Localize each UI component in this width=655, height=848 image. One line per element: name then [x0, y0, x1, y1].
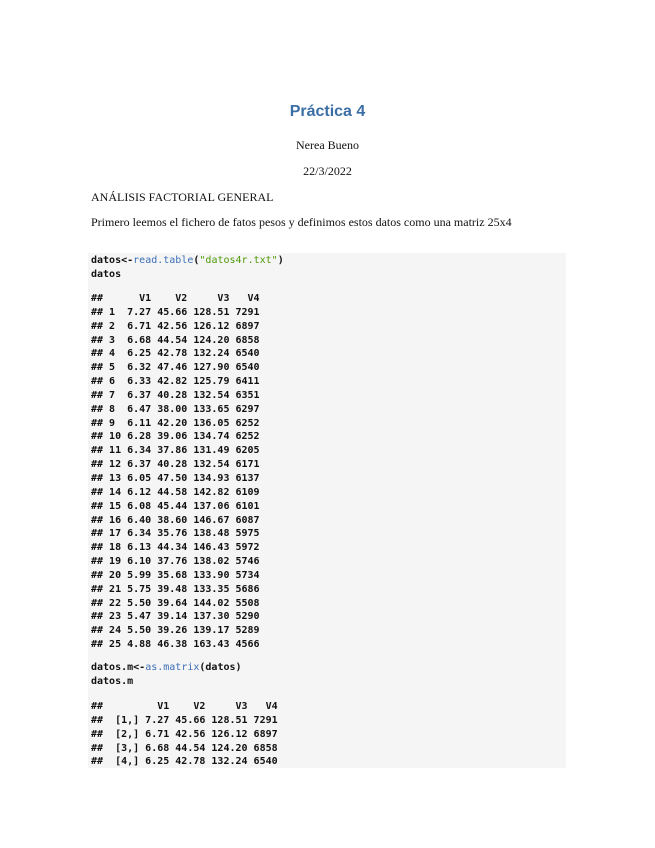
output-header: ## V1 V2 V3 V4	[91, 701, 278, 712]
output-row: ## 4 6.25 42.78 132.24 6540	[91, 348, 260, 360]
code-args: (datos)	[199, 662, 242, 673]
code-line-datos-m: datos.m	[91, 675, 134, 687]
output-row: ## 13 6.05 47.50 134.93 6137	[91, 472, 260, 484]
code-function: read.table	[133, 255, 194, 266]
code-assign: <-	[133, 662, 146, 673]
output-row: ## 19 6.10 37.76 138.02 5746	[91, 556, 260, 568]
output-row: ## 7 6.37 40.28 132.54 6351	[91, 389, 260, 401]
code-var: datos	[91, 255, 122, 266]
output-row: ## 14 6.12 44.58 142.82 6109	[91, 486, 260, 498]
output-row: ## 16 6.40 38.60 146.67 6087	[91, 514, 260, 526]
output-row: ## 1 7.27 45.66 128.51 7291	[91, 306, 260, 318]
output-block-datos-m	[91, 700, 278, 769]
output-row: ## [4,] 6.25 42.78 132.24 6540	[91, 756, 278, 768]
code-var: datos.m	[91, 662, 134, 673]
section-heading: ANÁLISIS FACTORIAL GENERAL	[91, 190, 274, 204]
output-row: ## 8 6.47 38.00 133.65 6297	[91, 403, 260, 415]
intro-paragraph: Primero leemos el fichero de fatos pesos y definimos estos datos como una matriz 25x4	[91, 215, 512, 229]
output-row: ## 3 6.68 44.54 124.20 6858	[91, 334, 260, 346]
output-row: ## 18 6.13 44.34 146.43 5972	[91, 542, 260, 554]
document-author: Nerea Bueno	[296, 138, 359, 152]
output-row: ## 9 6.11 42.20 136.05 6252	[91, 417, 260, 429]
output-row: ## 11 6.34 37.86 131.49 6205	[91, 445, 260, 457]
code-string-arg: "datos4r.txt"	[199, 255, 278, 266]
output-row: ## 24 5.50 39.26 139.17 5289	[91, 625, 260, 637]
output-row: ## 2 6.71 42.56 126.12 6897	[91, 320, 260, 332]
code-paren-close: )	[277, 255, 284, 266]
output-row: ## 10 6.28 39.06 134.74 6252	[91, 431, 260, 443]
output-row: ## 21 5.75 39.48 133.35 5686	[91, 583, 260, 595]
output-row: ## [1,] 7.27 45.66 128.51 7291	[91, 714, 278, 726]
document-title: Práctica 4	[289, 103, 366, 120]
output-row: ## 17 6.34 35.76 138.48 5975	[91, 528, 260, 540]
code-line-datos: datos	[91, 268, 122, 280]
output-row: ## 22 5.50 39.64 144.02 5508	[91, 597, 260, 609]
output-header: ## V1 V2 V3 V4	[91, 293, 260, 304]
output-row: ## 23 5.47 39.14 137.30 5290	[91, 611, 260, 623]
output-row: ## 25 4.88 46.38 163.43 4566	[91, 639, 260, 651]
code-paren-open: (	[193, 255, 200, 266]
output-row: ## [2,] 6.71 42.56 126.12 6897	[91, 728, 278, 740]
output-row: ## 15 6.08 45.44 137.06 6101	[91, 500, 260, 512]
code-assign: <-	[121, 255, 134, 266]
output-block-datos	[91, 292, 260, 652]
output-row: ## [3,] 6.68 44.54 124.20 6858	[91, 742, 278, 754]
code-chunk-as-matrix	[91, 661, 242, 689]
output-row: ## 12 6.37 40.28 132.54 6171	[91, 459, 260, 471]
document-date: 22/3/2022	[303, 164, 352, 178]
code-chunk-read-table	[91, 254, 284, 282]
output-row: ## 6 6.33 42.82 125.79 6411	[91, 376, 260, 388]
output-row: ## 5 6.32 47.46 127.90 6540	[91, 362, 260, 374]
code-function: as.matrix	[145, 662, 200, 673]
output-row: ## 20 5.99 35.68 133.90 5734	[91, 569, 260, 581]
